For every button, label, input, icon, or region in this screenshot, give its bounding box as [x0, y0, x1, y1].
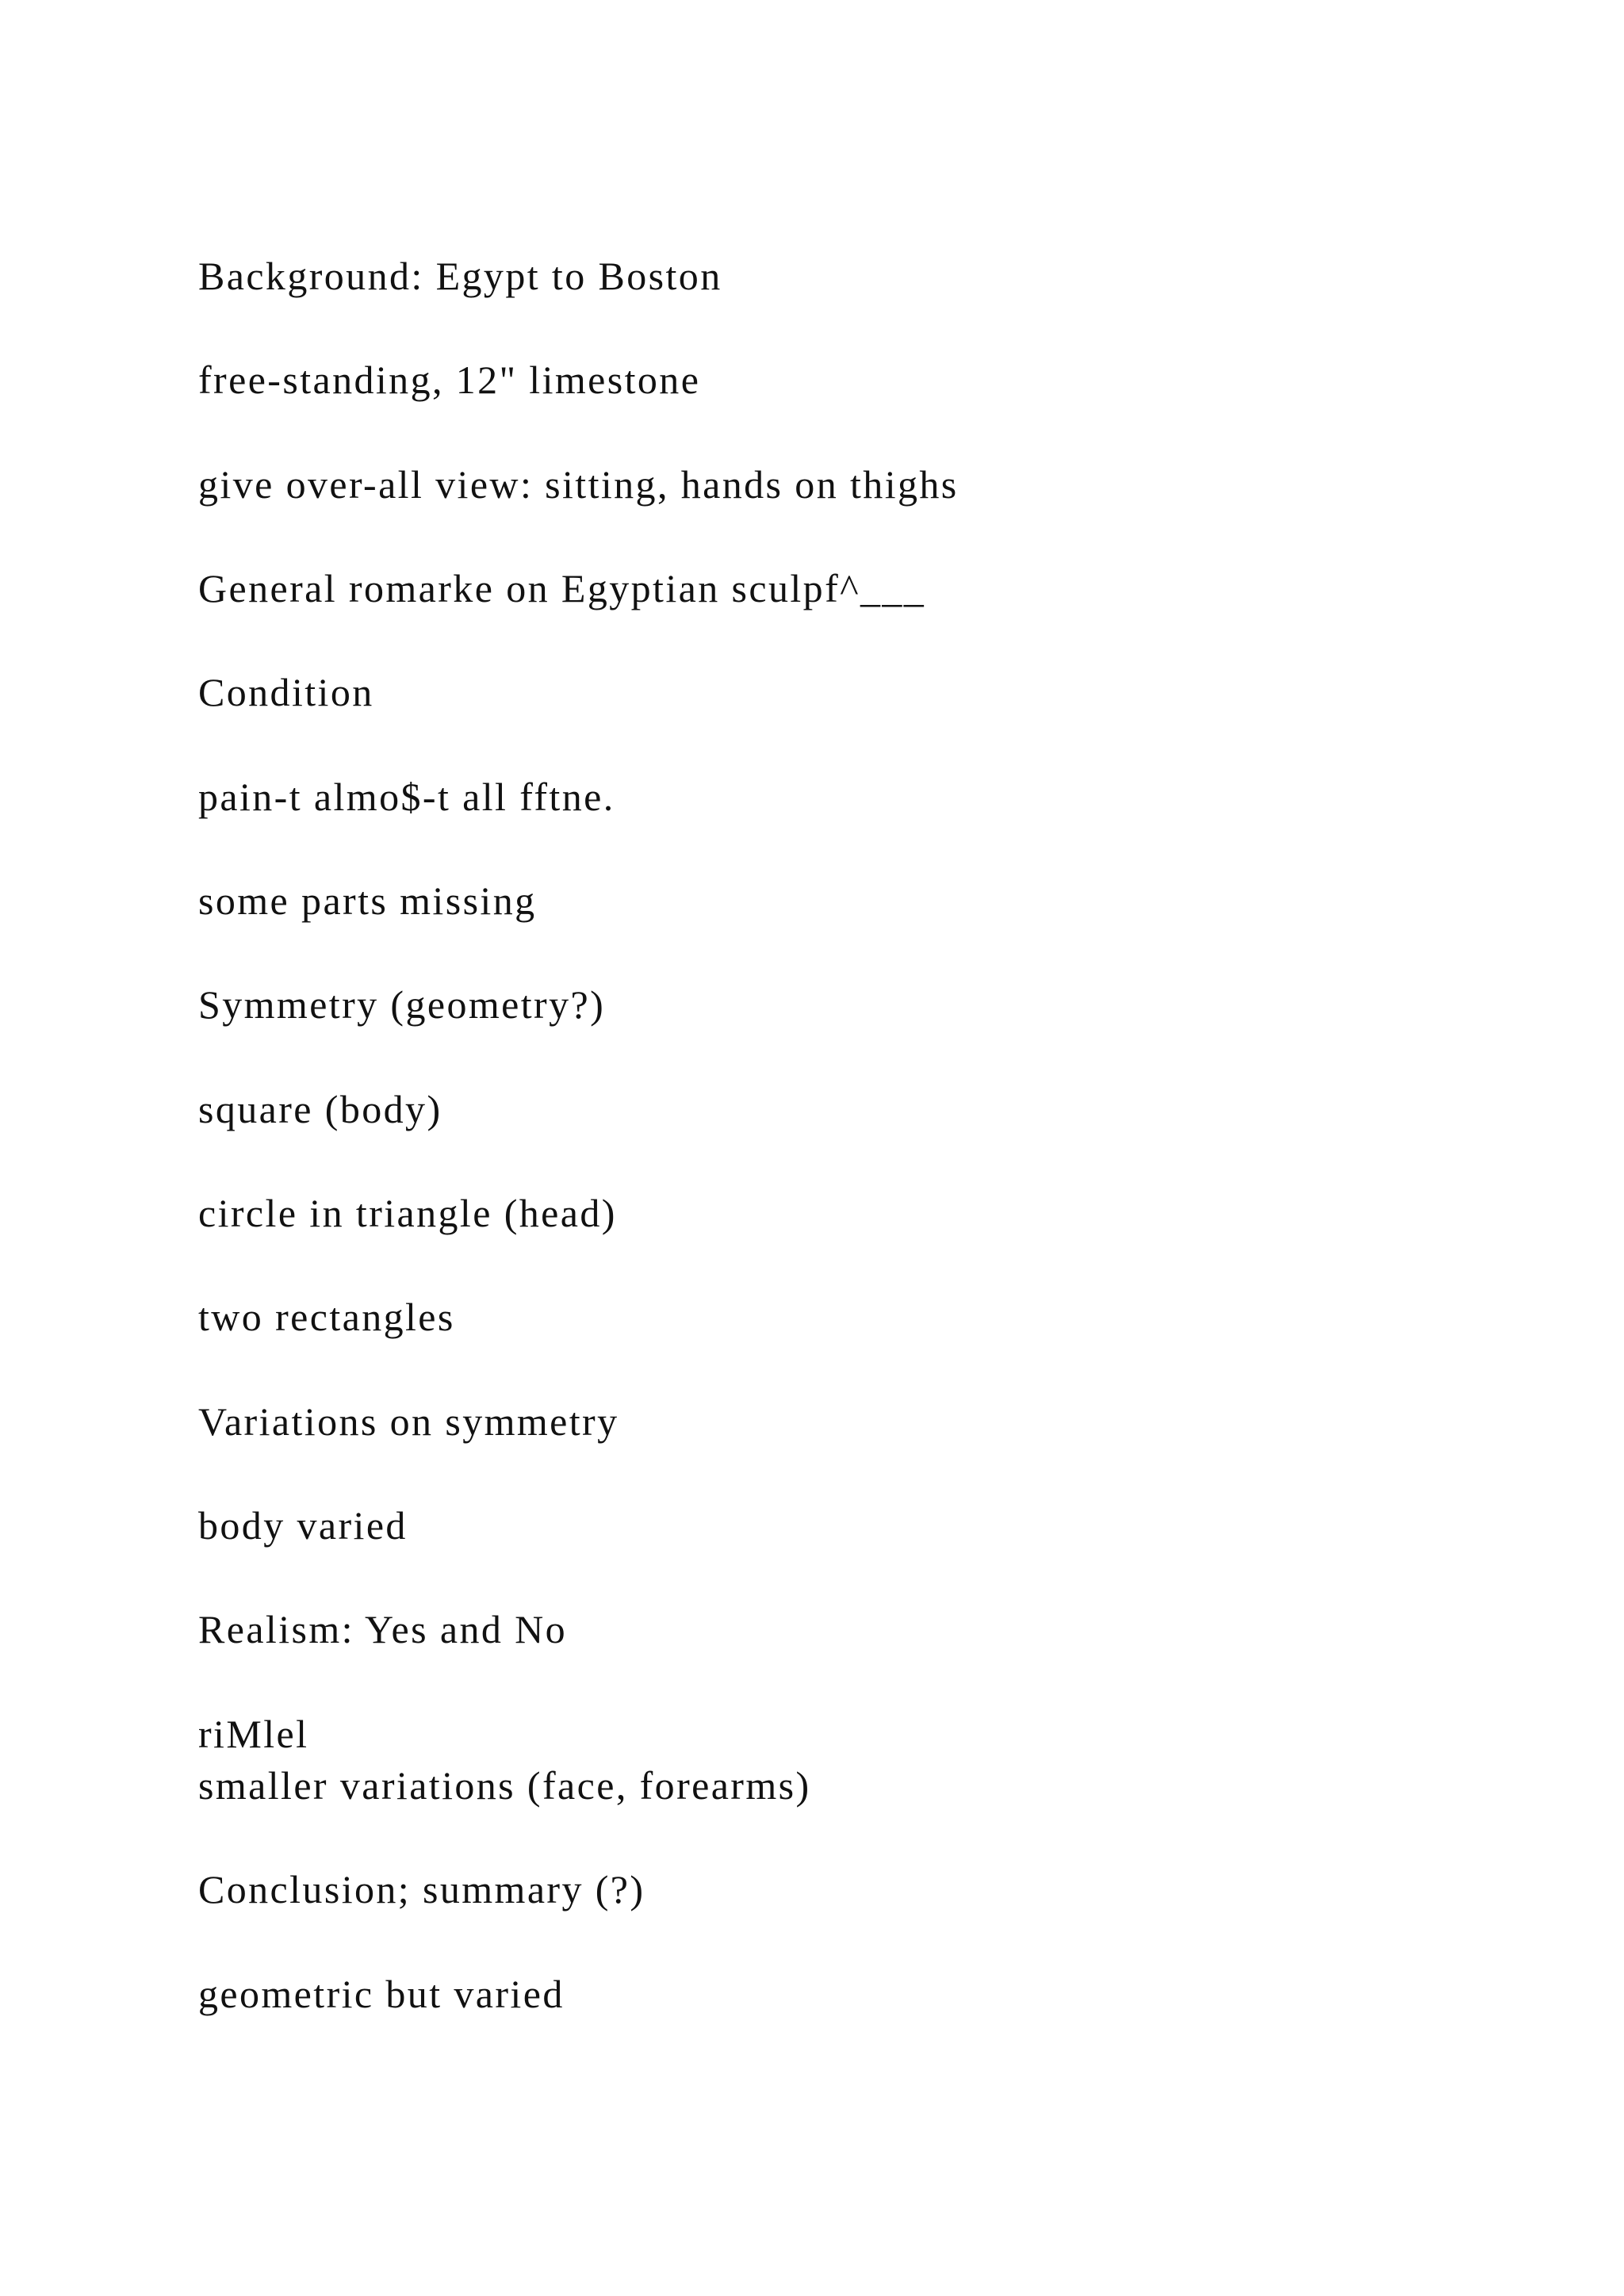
text-line: Conclusion; summary (?): [198, 1867, 645, 1911]
text-line: two rectangles: [198, 1295, 455, 1339]
text-line: Symmetry (geometry?): [198, 982, 606, 1027]
text-line: General romarke on Egyptian sculpf^___: [198, 566, 926, 610]
text-line: circle in triangle (head): [198, 1191, 617, 1235]
text-line: Background: Egypt to Boston: [198, 254, 722, 298]
text-line: body varied: [198, 1503, 408, 1548]
text-line: some parts missing: [198, 878, 537, 923]
text-line: Condition: [198, 670, 374, 714]
text-line: pain-t almo$-t all fftne.: [198, 775, 615, 819]
text-line: Variations on symmetry: [198, 1399, 619, 1444]
text-line: geometric but varied: [198, 1972, 565, 2016]
text-line: smaller variations (face, forearms): [198, 1763, 811, 1808]
text-line: Realism: Yes and No: [198, 1607, 568, 1651]
text-line: square (body): [198, 1087, 442, 1131]
text-line: free-standing, 12" limestone: [198, 358, 701, 402]
text-line: give over-all view: sitting, hands on thighs: [198, 462, 959, 507]
text-line: riMlel: [198, 1712, 309, 1756]
